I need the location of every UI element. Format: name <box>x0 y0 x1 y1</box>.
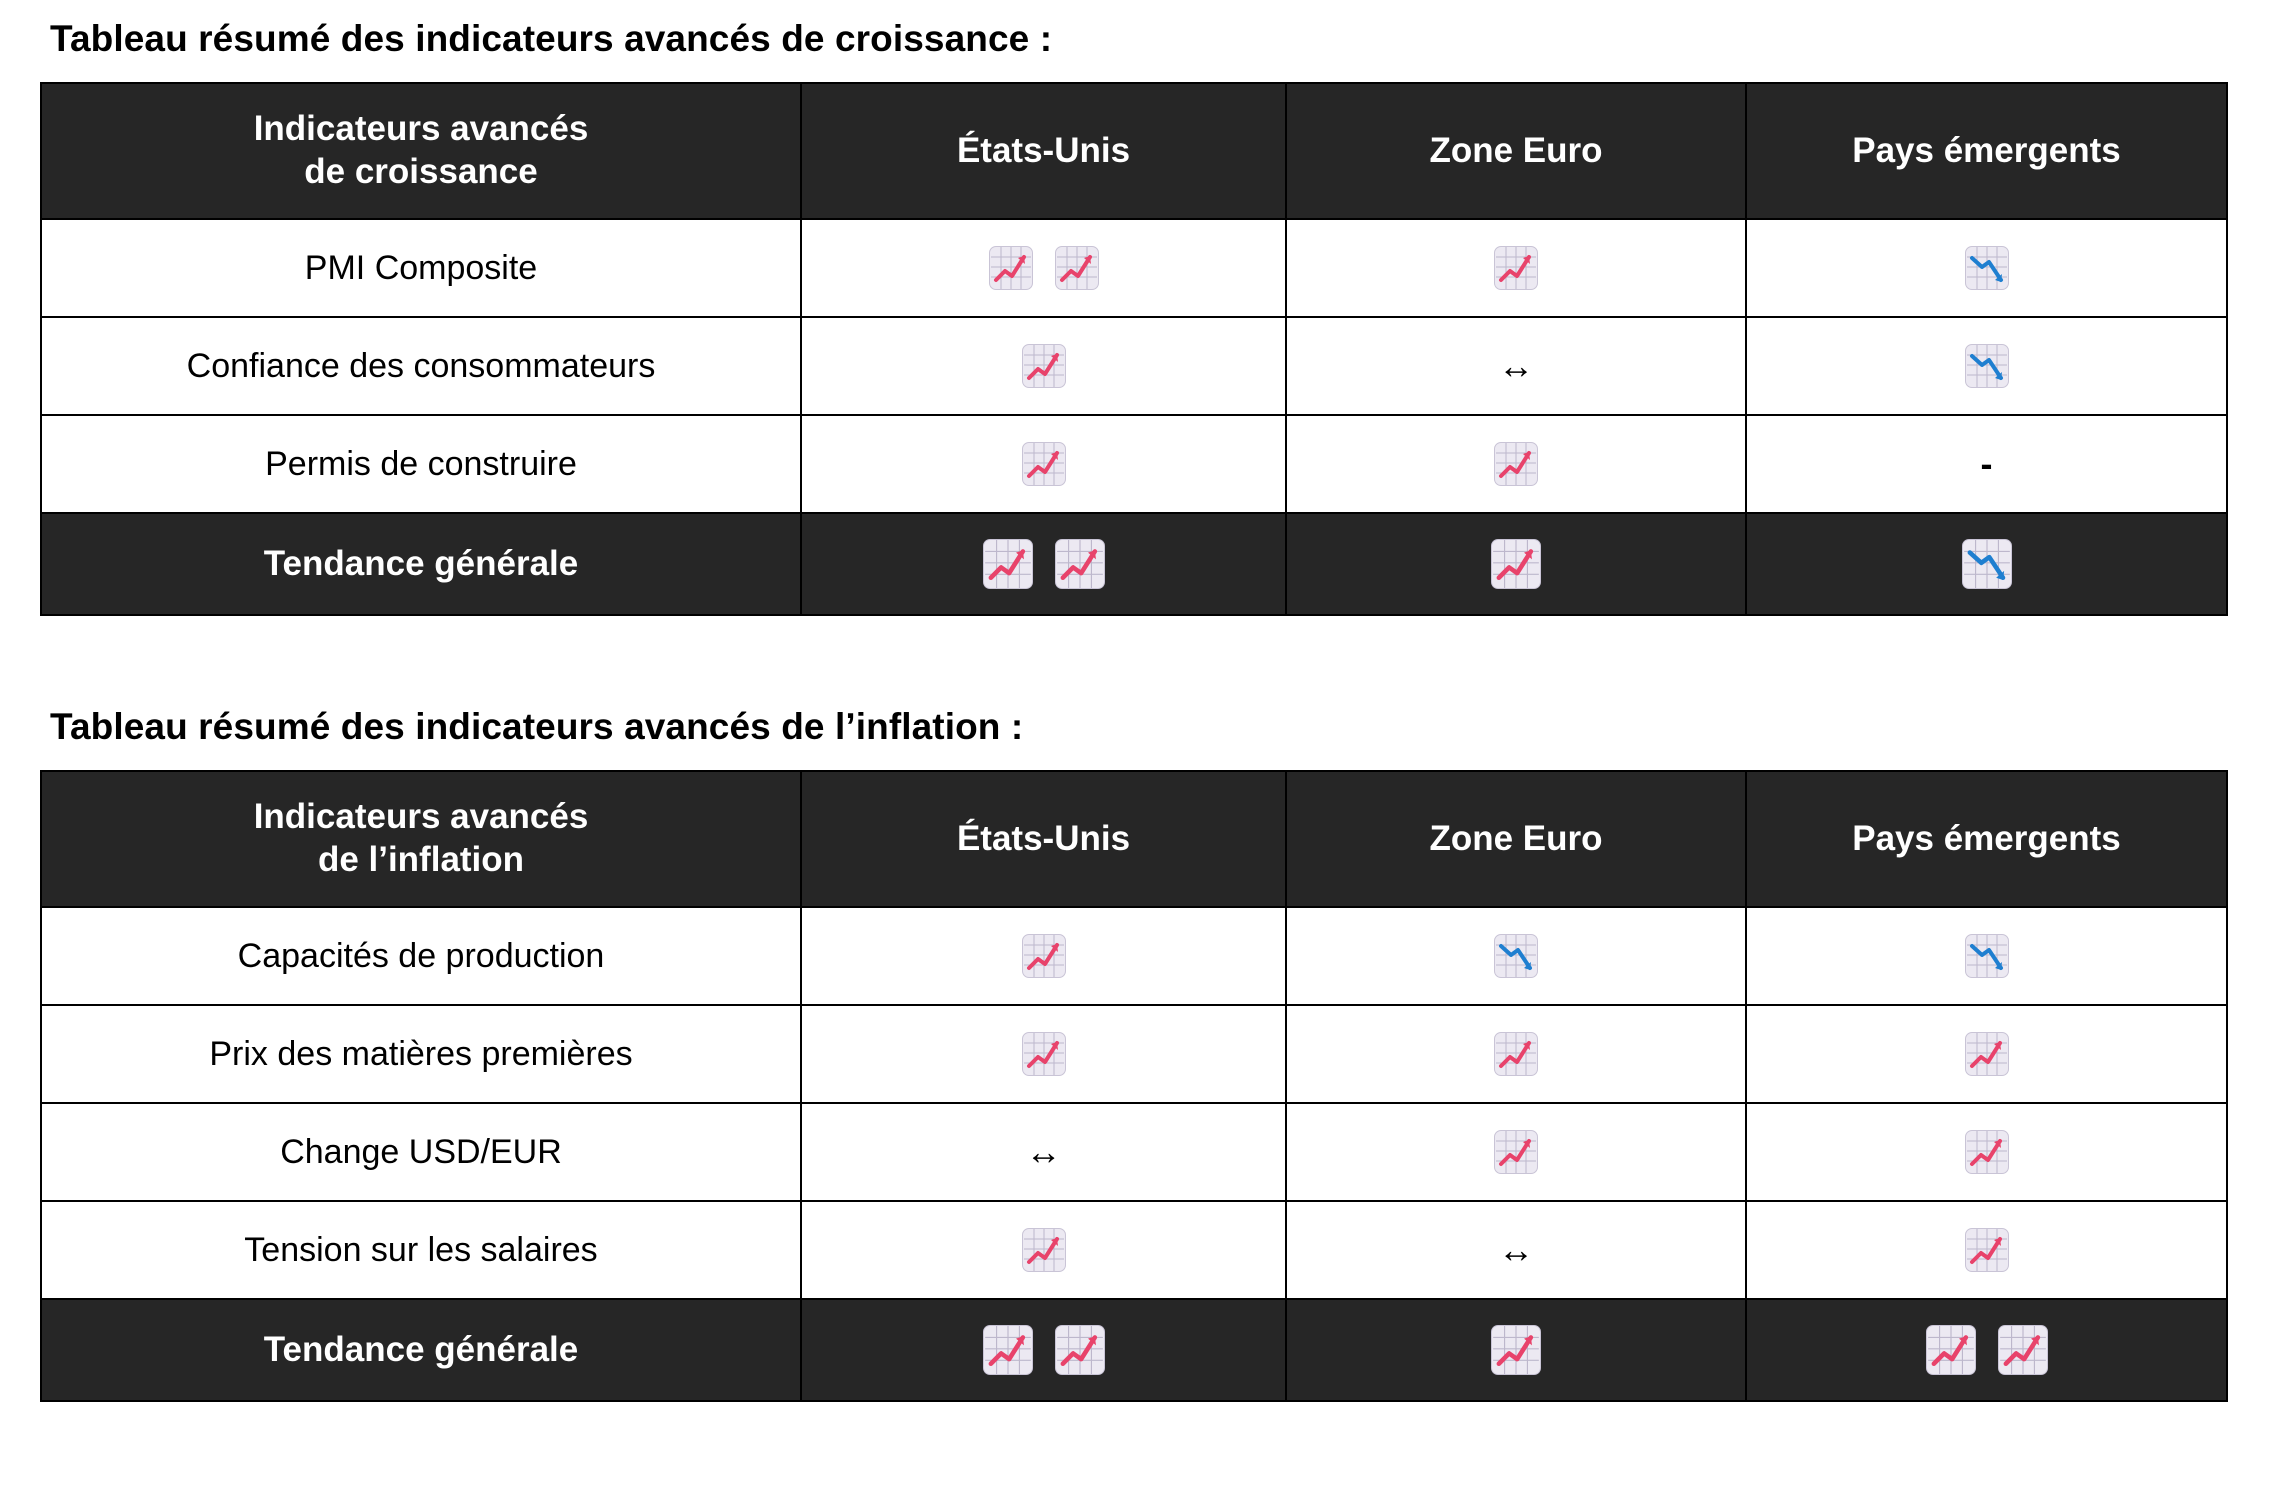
table-row <box>41 1201 2227 1299</box>
table-header-row <box>41 83 2227 219</box>
chart-up-icon <box>1055 246 1099 290</box>
cell-us <box>801 907 1286 1005</box>
cell-euro <box>1286 1201 1746 1299</box>
chart-down-icon <box>1965 344 2009 388</box>
row-label: Prix des matières premières <box>41 1005 801 1103</box>
cell-us <box>801 1201 1286 1299</box>
cell-icons <box>1747 1202 2226 1298</box>
cell-icons <box>1287 1104 1745 1200</box>
cell-emerging <box>1746 907 2227 1005</box>
chart-up-icon <box>1926 1325 1976 1375</box>
cell-icons <box>1287 908 1745 1004</box>
cell-emerging <box>1746 1103 2227 1201</box>
total-row-label: Tendance générale <box>41 513 801 615</box>
chart-up-icon <box>1494 1032 1538 1076</box>
chart-down-icon <box>1965 934 2009 978</box>
cell-us <box>801 1005 1286 1103</box>
chart-up-icon <box>1494 246 1538 290</box>
cell-icons <box>1287 1202 1745 1298</box>
row-label: Confiance des consommateurs <box>41 317 801 415</box>
flat-arrow-icon: ↔ <box>1498 1229 1534 1270</box>
cell-icons <box>1287 416 1745 512</box>
cell-icons <box>802 514 1285 614</box>
growth-header-indicators-line1: Indicateurs avancés <box>253 109 589 149</box>
row-label: Capacités de production <box>41 907 801 1005</box>
cell-icons <box>802 220 1285 316</box>
chart-up-icon <box>1965 1032 2009 1076</box>
cell-icons <box>1747 1300 2226 1400</box>
table-row <box>41 415 2227 513</box>
table-row-total <box>41 1299 2227 1401</box>
chart-up-icon <box>1055 1325 1105 1375</box>
cell-icons <box>802 416 1285 512</box>
chart-up-icon <box>1022 442 1066 486</box>
row-label: Tension sur les salaires <box>41 1201 801 1299</box>
inflation-table-title: Tableau résumé des indicateurs avancés de l’inflation : <box>50 706 1024 747</box>
growth-header-euro: Zone Euro <box>1286 83 1746 219</box>
chart-down-icon <box>1965 246 2009 290</box>
cell-emerging <box>1746 1005 2227 1103</box>
cell-icons <box>1747 908 2226 1004</box>
inflation-header-euro: Zone Euro <box>1286 771 1746 907</box>
cell-euro <box>1286 219 1746 317</box>
growth-summary-table <box>40 82 2228 616</box>
cell-icons <box>802 1202 1285 1298</box>
chart-up-icon <box>1494 1130 1538 1174</box>
cell-icons <box>802 1104 1285 1200</box>
cell-icons <box>1747 416 2226 512</box>
growth-header-us: États-Unis <box>801 83 1286 219</box>
inflation-header-indicators-line2: de l’inflation <box>317 840 525 879</box>
cell-emerging <box>1746 415 2227 513</box>
cell-euro <box>1286 317 1746 415</box>
cell-icons <box>1287 220 1745 316</box>
chart-up-icon <box>1022 934 1066 978</box>
chart-up-icon <box>1055 539 1105 589</box>
total-row-label: Tendance générale <box>41 1299 801 1401</box>
cell-euro <box>1286 1103 1746 1201</box>
chart-up-icon <box>1022 344 1066 388</box>
cell-us <box>801 317 1286 415</box>
cell-icons <box>1747 220 2226 316</box>
growth-header-emerging: Pays émergents <box>1746 83 2227 219</box>
chart-up-icon <box>1491 539 1541 589</box>
inflation-header-indicators-line1: Indicateurs avancés <box>253 797 589 837</box>
chart-up-icon <box>1965 1130 2009 1174</box>
flat-arrow-icon: ↔ <box>1025 1131 1062 1172</box>
cell-euro <box>1286 907 1746 1005</box>
growth-header-indicators-line2: de croissance <box>304 152 538 191</box>
cell-icons <box>1747 1006 2226 1102</box>
flat-arrow-icon: ↔ <box>1498 345 1534 386</box>
chart-up-icon <box>1494 442 1538 486</box>
cell-us <box>801 219 1286 317</box>
chart-up-icon <box>1022 1032 1066 1076</box>
total-cell-euro <box>1286 1299 1746 1401</box>
cell-icons <box>802 318 1285 414</box>
total-cell-emerging <box>1746 1299 2227 1401</box>
cell-icons <box>1287 318 1745 414</box>
cell-emerging <box>1746 219 2227 317</box>
chart-down-icon <box>1962 539 2012 589</box>
row-label: PMI Composite <box>41 219 801 317</box>
cell-euro <box>1286 1005 1746 1103</box>
cell-icons <box>1287 514 1745 614</box>
total-cell-us <box>801 1299 1286 1401</box>
cell-icons <box>802 1300 1285 1400</box>
growth-table-title: Tableau résumé des indicateurs avancés de croissance : <box>50 18 1053 59</box>
total-cell-us <box>801 513 1286 615</box>
cell-icons <box>802 1006 1285 1102</box>
total-cell-euro <box>1286 513 1746 615</box>
table-row <box>41 907 2227 1005</box>
chart-up-icon <box>1998 1325 2048 1375</box>
inflation-summary-table <box>40 770 2228 1402</box>
cell-euro <box>1286 415 1746 513</box>
cell-us <box>801 1103 1286 1201</box>
row-label: Permis de construire <box>41 415 801 513</box>
cell-icons <box>1747 1104 2226 1200</box>
inflation-header-indicators <box>41 771 801 907</box>
cell-emerging <box>1746 1201 2227 1299</box>
growth-table-body <box>41 219 2227 615</box>
cell-emerging <box>1746 317 2227 415</box>
chart-down-icon <box>1494 934 1538 978</box>
table-row <box>41 317 2227 415</box>
table-row <box>41 1103 2227 1201</box>
no-data-dash: - <box>1980 443 1993 484</box>
chart-up-icon <box>983 539 1033 589</box>
chart-up-icon <box>1965 1228 2009 1272</box>
cell-icons <box>1287 1300 1745 1400</box>
inflation-header-us: États-Unis <box>801 771 1286 907</box>
inflation-table-body <box>41 907 2227 1401</box>
chart-up-icon <box>989 246 1033 290</box>
table-row <box>41 1005 2227 1103</box>
chart-up-icon <box>1022 1228 1066 1272</box>
row-label: Change USD/EUR <box>41 1103 801 1201</box>
inflation-header-emerging: Pays émergents <box>1746 771 2227 907</box>
cell-icons <box>1287 1006 1745 1102</box>
table-row-total <box>41 513 2227 615</box>
table-header-row <box>41 771 2227 907</box>
cell-icons <box>802 908 1285 1004</box>
cell-icons <box>1747 318 2226 414</box>
chart-up-icon <box>1491 1325 1541 1375</box>
growth-table-head <box>41 83 2227 219</box>
table-row <box>41 219 2227 317</box>
cell-icons <box>1747 514 2226 614</box>
growth-header-indicators <box>41 83 801 219</box>
total-cell-emerging <box>1746 513 2227 615</box>
inflation-table-head <box>41 771 2227 907</box>
cell-us <box>801 415 1286 513</box>
chart-up-icon <box>983 1325 1033 1375</box>
